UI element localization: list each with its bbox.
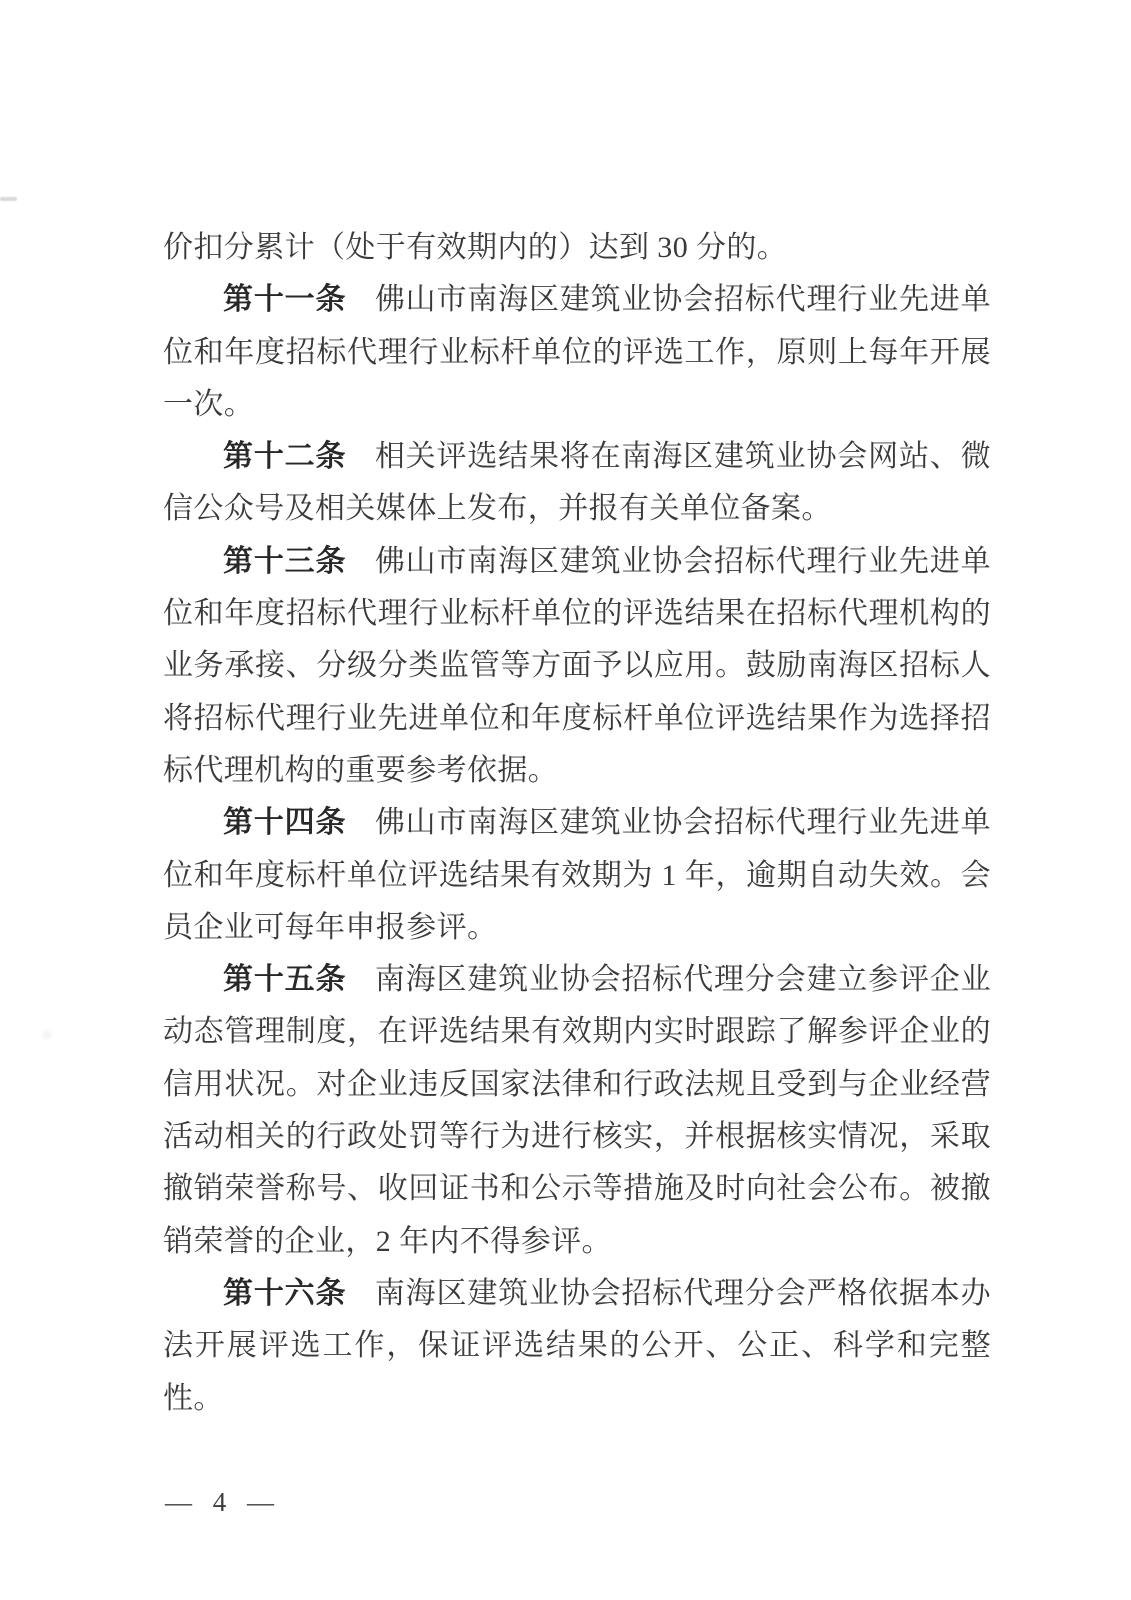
document-text-block — [163, 222, 991, 1425]
article-number-heading: 第十二条 — [223, 440, 347, 474]
paragraph-text: 价扣分累计（处于有效期内的）达到 30 分的。 — [163, 231, 788, 264]
paragraph-text: 佛山市南海区建筑业协会招标代理行业先进单位和年度招标代理行业标杆单位的评选结果在招标代理机构的业务承接、分级分类监管等方面予以应用。鼓励南海区招标人将招标代理行业先进单位和年度标杆单位评选结果作为选择招标代理机构的重要参考依据。 — [163, 544, 991, 787]
article-number-heading: 第十五条 — [223, 963, 347, 997]
paragraph-text: 相关评选结果将在南海区建筑业协会网站、微信公众号及相关媒体上发布，并报有关单位备案。 — [163, 440, 991, 526]
article-number-heading: 第十四条 — [223, 806, 347, 840]
article-paragraph — [163, 222, 991, 274]
article-paragraph — [163, 274, 991, 431]
paragraph-text: 南海区建筑业协会招标代理分会建立参评企业动态管理制度，在评选结果有效期内实时跟踪了解参评企业的信用状况。对企业违反国家法律和行政法规且受到与企业经营活动相关的行政处罚等行为进行核实，并根据核实情况，采取撤销荣誉称号、收回证书和公示等措施及时向社会公布。被撤销荣誉的企业，2 年内不得参评。 — [163, 963, 991, 1258]
paragraph-text: 佛山市南海区建筑业协会招标代理行业先进单位和年度招标代理行业标杆单位的评选工作，原则上每年开展一次。 — [163, 283, 991, 421]
article-paragraph — [163, 536, 991, 797]
article-number-heading: 第十三条 — [223, 544, 347, 578]
article-paragraph — [163, 431, 991, 536]
paragraph-text: 佛山市南海区建筑业协会招标代理行业先进单位和年度标杆单位评选结果有效期为 1 年，逾期自动失效。会员企业可每年申报参评。 — [163, 806, 991, 944]
paragraph-text: 南海区建筑业协会招标代理分会严格依据本办法开展评选工作，保证评选结果的公开、公正、科学和完整性。 — [163, 1276, 991, 1415]
article-paragraph — [163, 797, 991, 954]
scan-artifact-dash — [0, 197, 17, 201]
article-paragraph — [163, 1268, 991, 1425]
scan-artifact-smudge — [40, 1028, 54, 1042]
article-number-heading: 第十一条 — [223, 283, 347, 317]
article-number-heading: 第十六条 — [223, 1276, 347, 1310]
article-paragraph — [163, 954, 991, 1268]
page-number: — 4 — — [165, 1487, 277, 1517]
